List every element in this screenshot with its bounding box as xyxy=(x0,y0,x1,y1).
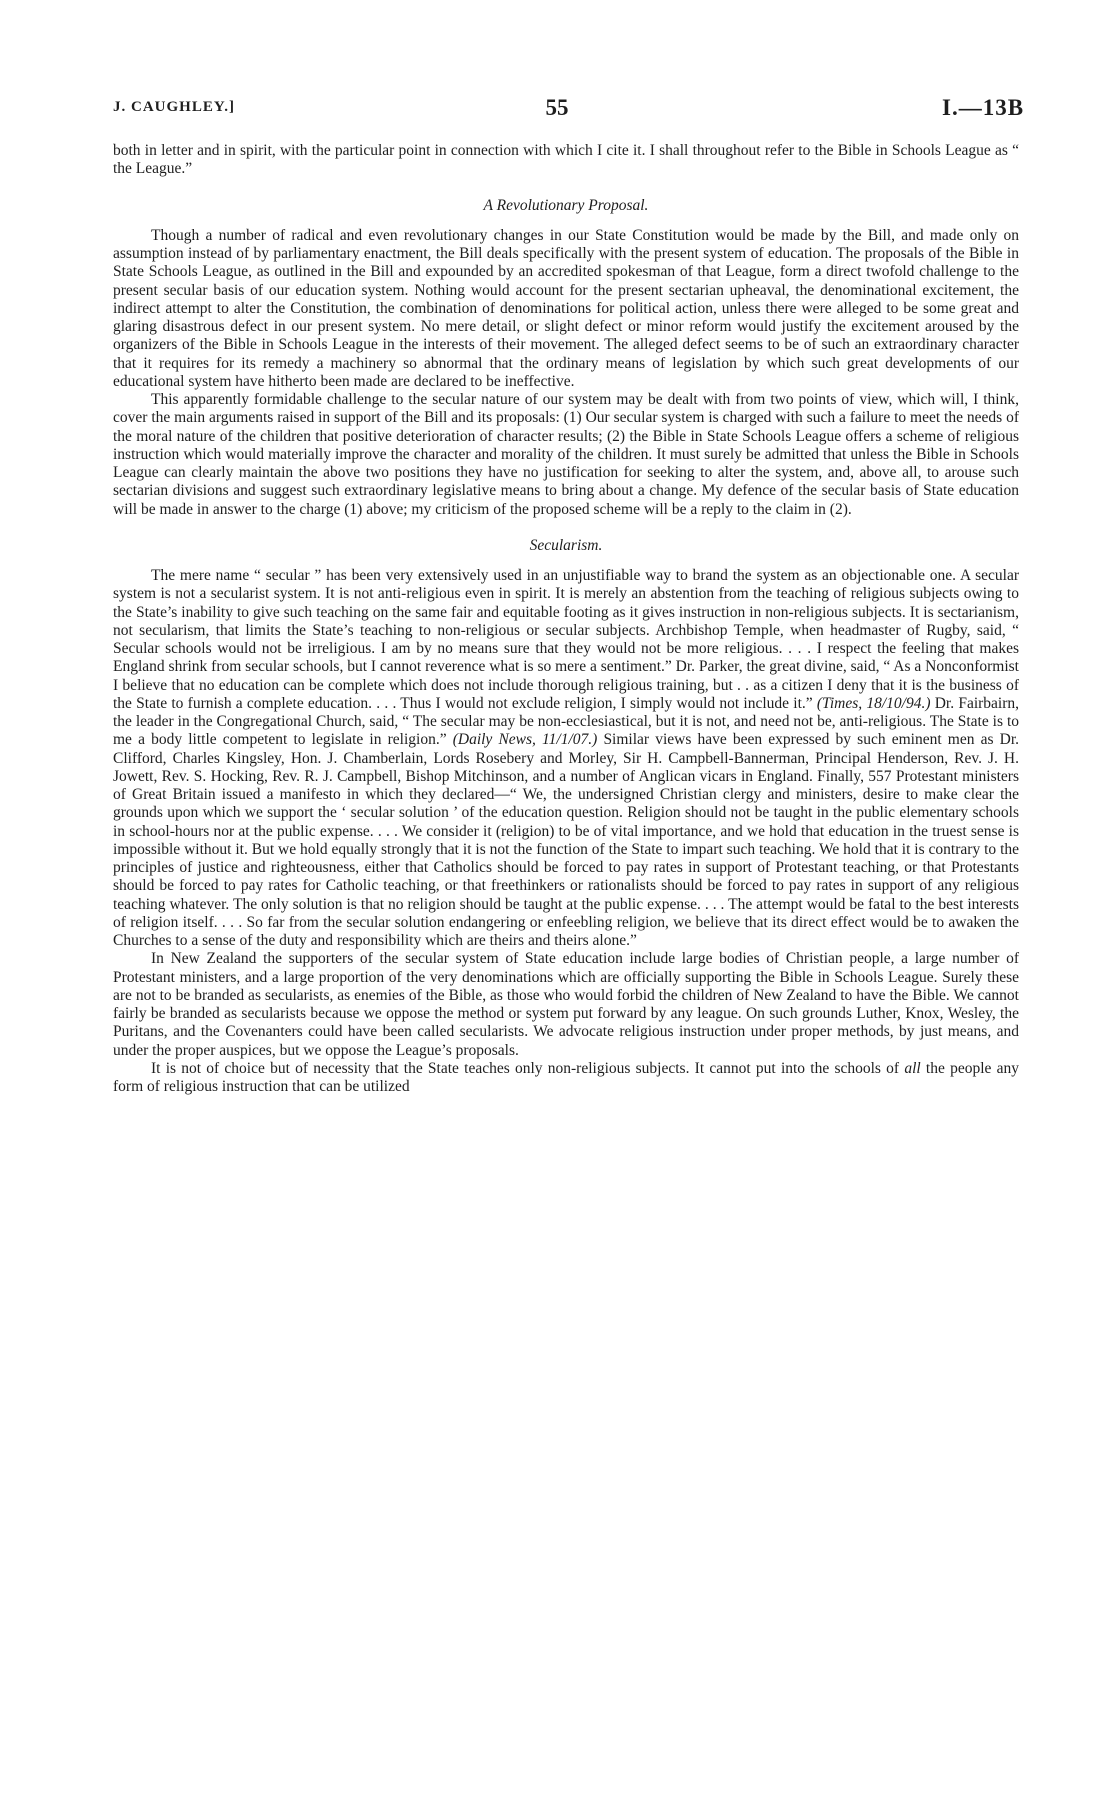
paragraph xyxy=(113,1060,1019,1097)
page-body xyxy=(113,142,1019,1096)
text-run: The mere name “ secular ” has been very extensively used in an unjustifiable way to brand the system as an objectionable one. A secular system is not a secularist system. It is not anti-religious even in spirit. It is merely an abstention from the teaching of religious subjects owing to the State’s inability to give such teaching on the same fair and equitable footing as it gives instruction in non-religious subjects. It is sectarianism, not secularism, that limits the State’s teaching to non-religious or secular subjects. Archbishop Temple, when headmaster of Rugby, said, “ Secular schools would not be irreligious. I am by no means sure that they would not be more religious. . . . I respect the feeling that makes England shrink from secular schools, but I cannot reverence what is so mere a sentiment.” Dr. Parker, the great divine, said, “ As a Nonconformist I believe that no education can be complete which does not include thorough religious training, but . . as a citizen I deny that it is the business of the State to furnish a complete education. . . . Thus I would not exclude religion, I simply would not include it.” xyxy=(113,567,1019,712)
page-header xyxy=(0,95,1114,125)
citation: (Daily News, 11/1/07.) xyxy=(452,731,598,749)
document-reference: I.—13B xyxy=(942,95,1025,120)
page-number: 55 xyxy=(545,95,569,120)
text-run: Dr. Fairbairn, the leader in the Congregational Church, said, “ The secular may be non-ecclesiastical, but it is not, and need not be, anti-religious. The State is to me a body little competent to legislate in religion.” xyxy=(113,694,1020,749)
author-header: J. CAUGHLEY.] xyxy=(113,99,236,115)
section-heading-revolutionary-proposal: A Revolutionary Proposal. xyxy=(483,196,649,214)
paragraph: In New Zealand the supporters of the secular system of State education include large bodies of Christian people, a large number of Protestant ministers, and a large proportion of the very denominations which are officially supporting the Bible in Schools League. Surely these are not to be branded as secularists, as enemies of the Bible, as those who would forbid the children of New Zealand to have the Bible. We cannot fairly be branded as secularists because we oppose the method or system put forward by any league. On such grounds Luther, Knox, Wesley, the Puritans, and the Covenanters could have been called secularists. We advocate religious instruction under proper methods, by just means, and under the proper auspices, but we oppose the League’s proposals. xyxy=(113,950,1019,1059)
emphasis: all xyxy=(904,1059,921,1077)
text-run: Similar views have been expressed by such eminent men as Dr. Clifford, Charles Kingsley, Hon. J. Chamberlain, Lords Rosebery and Morley, Sir H. Campbell-Bannerman, Principal Henderson, Rev. J. H. Jowett, Rev. S. Hocking, Rev. R. J. Campbell, Bishop Mitchinson, and a number of Anglican vicars in England. Finally, 557 Protestant ministers of Great Britain issued a manifesto in which they declared—“ We, the undersigned Christian clergy and ministers, desire to make clear the grounds upon which we support the ‘ secular solution ’ of the education question. Religion should not be taught in the public elementary schools in school-hours nor at the public expense. . . . We consider it (religion) to be of vital importance, and we hold that education in the truest sense is impossible without it. But we hold equally strongly that it is not the function of the State to impart such teaching. We hold that it is contrary to the principles of justice and righteousness, either that Catholics should be forced to pay rates in support of Protestant teaching, or that Protestants should be forced to pay rates for Catholic teaching, or that freethinkers or rationalists should be forced to pay rates in support of any religious teaching whatever. The only solution is that no religion should be taught at the public expense. . . . The attempt would be fatal to the best interests of religion itself. . . . So far from the secular solution endangering or enfeebling religion, we believe that its direct effect would be to awaken the Churches to a sense of the duty and responsibility which are theirs and theirs alone.” xyxy=(113,731,1020,949)
section-heading-secularism: Secularism. xyxy=(529,536,603,554)
paragraph: This apparently formidable challenge to the secular nature of our system may be dealt with from two points of view, which will, I think, cover the main arguments raised in support of the Bill and its proposals: (1) Our secular system is charged with such a failure to meet the needs of the moral nature of the children that positive deterioration of character results; (2) the Bible in State Schools League offers a scheme of religious instruction which would materially improve the character and morality of the children. It must surely be admitted that unless the Bible in Schools League can clearly maintain the above two positions they have no justification for seeking to alter the system, and, above all, to arouse such sectarian divisions and suggest such extraordinary legislative means to bring about a change. My defence of the secular basis of State education will be made in answer to the charge (1) above; my criticism of the proposed scheme will be a reply to the claim in (2). xyxy=(113,391,1019,518)
citation: (Times, 18/10/94.) xyxy=(816,694,931,712)
paragraph: Though a number of radical and even revolutionary changes in our State Constitution would be made by the Bill, and made only on assumption instead of by parliamentary enactment, the Bill deals specifically with the present system of education. The proposals of the Bible in State Schools League, as outlined in the Bill and expounded by an accredited spokesman of that League, form a direct twofold challenge to the present secular basis of our education system. Nothing would account for the present sectarian upheaval, the denominational excitement, the indirect attempt to alter the Constitution, the combination of denominations for political action, unless there were alleged to be some great and glaring disastrous defect in our present system. No mere detail, or slight defect or minor reform would justify the excitement aroused by the organizers of the Bible in Schools League in the interests of their movement. The alleged defect seems to be of such an extraordinary character that it requires for its remedy a machinery so abnormal that the ordinary means of legislation by which such great developments of our educational system have hitherto been made are declared to be ineffective. xyxy=(113,226,1019,390)
text-run: It is not of choice but of necessity that the State teaches only non-religious subjects. It cannot put into the schools of xyxy=(151,1059,900,1077)
paragraph: both in letter and in spirit, with the particular point in connection with which I cite it. I shall throughout refer to the Bible in Schools League as “ the League.” xyxy=(113,142,1019,178)
paragraph xyxy=(113,567,1019,950)
text-run: the people any form of religious instruction that can be utilized xyxy=(113,1059,1020,1095)
